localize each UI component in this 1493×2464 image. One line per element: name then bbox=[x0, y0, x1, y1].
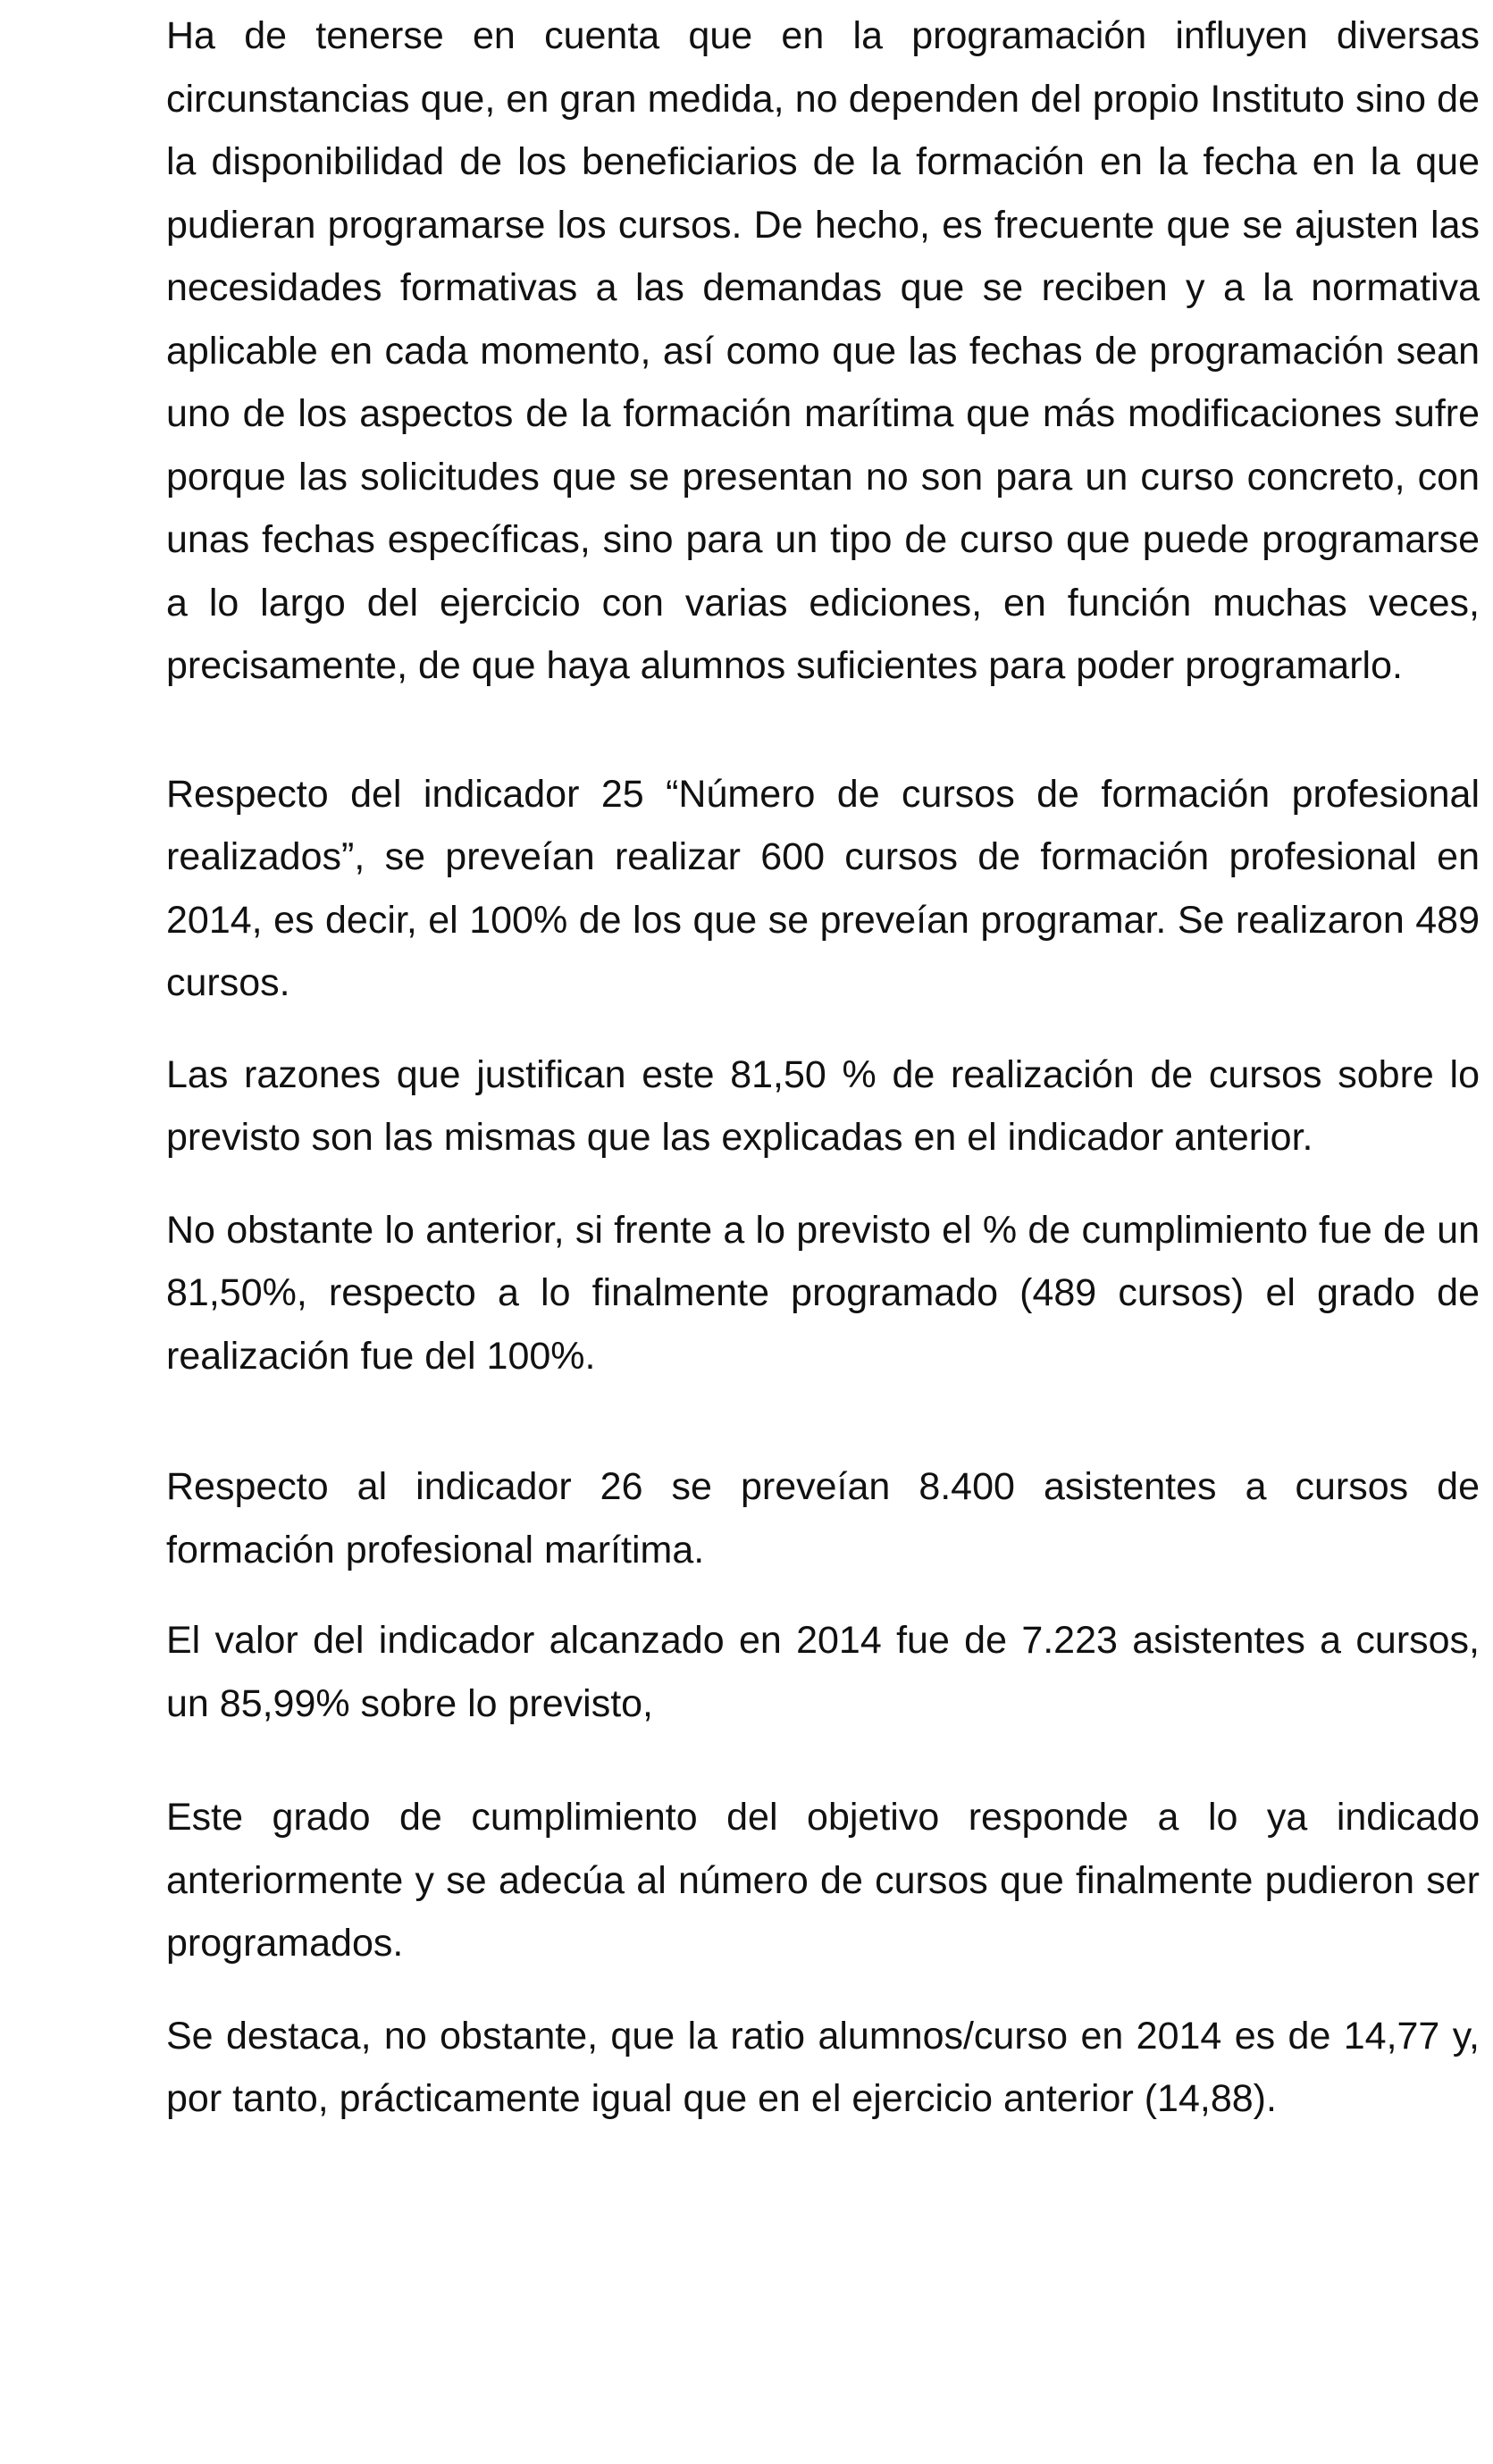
paragraph-grado-cumplimiento: Este grado de cumplimiento del objetivo responde a lo ya indicado anteriormente y se adecúa al número de cursos que finalmente pudieron ser programados. bbox=[166, 1796, 1480, 1965]
paragraph-valor-indicador-2014: El valor del indicador alcanzado en 2014 fue de 7.223 asistentes a cursos, un 85,99% sobre lo previsto, bbox=[166, 1619, 1480, 1725]
paragraph-programacion-circunstancias: Ha de tenerse en cuenta que en la programación influyen diversas circunstancias que, en gran medida, no dependen del propio Instituto sino de la disponibilidad de los beneficiarios de la formación en la fecha en la que pudieran programarse los cursos. De hecho, es frecuente que se ajusten las necesidades formativas a las demandas que se reciben y a la normativa aplicable en cada momento, así como que las fechas de programación sean uno de los aspectos de la formación marítima que más modificaciones sufre porque las solicitudes que se presentan no son para un curso concreto, con unas fechas específicas, sino para un tipo de curso que puede programarse a lo largo del ejercicio con varias ediciones, en función muchas veces, precisamente, de que haya alumnos suficientes para poder programarlo. bbox=[166, 14, 1480, 687]
document-page bbox=[166, 0, 1480, 2131]
paragraph-indicador-25: Respecto del indicador 25 “Número de cursos de formación profesional realizados”, se preveían realizar 600 cursos de formación profesional en 2014, es decir, el 100% de los que se preveían programar. Se realizaron 489 cursos. bbox=[166, 772, 1480, 1004]
paragraph-no-obstante-cumplimiento: No obstante lo anterior, si frente a lo previsto el % de cumplimiento fue de un 81,50%, respecto a lo finalmente programado (489 cursos) el grado de realización fue del 100%. bbox=[166, 1208, 1480, 1378]
paragraph-ratio-alumnos-curso: Se destaca, no obstante, que la ratio alumnos/curso en 2014 es de 14,77 y, por tanto, prácticamente igual que en el ejercicio anterior (14,88). bbox=[166, 2014, 1480, 2120]
paragraph-indicador-26: Respecto al indicador 26 se preveían 8.400 asistentes a cursos de formación profesional marítima. bbox=[166, 1465, 1480, 1571]
paragraph-razones-realizacion: Las razones que justifican este 81,50 % de realización de cursos sobre lo previsto son las mismas que las explicadas en el indicador anterior. bbox=[166, 1052, 1480, 1159]
